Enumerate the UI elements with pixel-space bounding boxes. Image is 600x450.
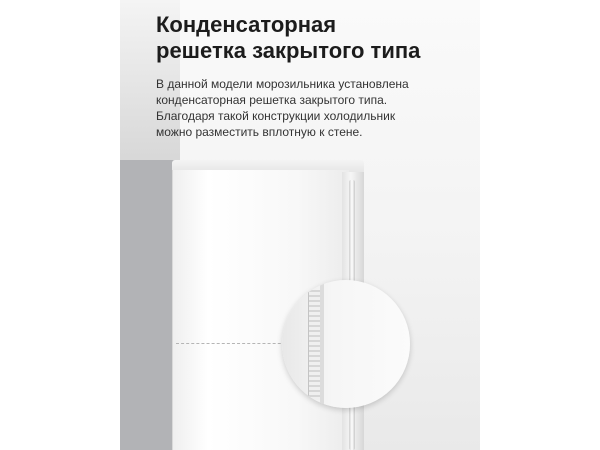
feature-title-line-2: решетка закрытого типа bbox=[156, 38, 421, 63]
wall-shadow bbox=[120, 160, 180, 450]
feature-title bbox=[156, 12, 466, 64]
feature-description: В данной модели морозильника установлена конденсаторная решетка закрытого типа. Благодаря такой конструкции холодильник можно разместить вплотную к стене. bbox=[156, 77, 409, 139]
feature-title-line-1: Конденсаторная bbox=[156, 12, 337, 37]
condenser-zoom-circle bbox=[282, 280, 410, 408]
callout-dashed-line bbox=[176, 343, 296, 344]
freezer-edge-detail bbox=[320, 280, 324, 408]
product-feature-banner bbox=[120, 0, 480, 450]
